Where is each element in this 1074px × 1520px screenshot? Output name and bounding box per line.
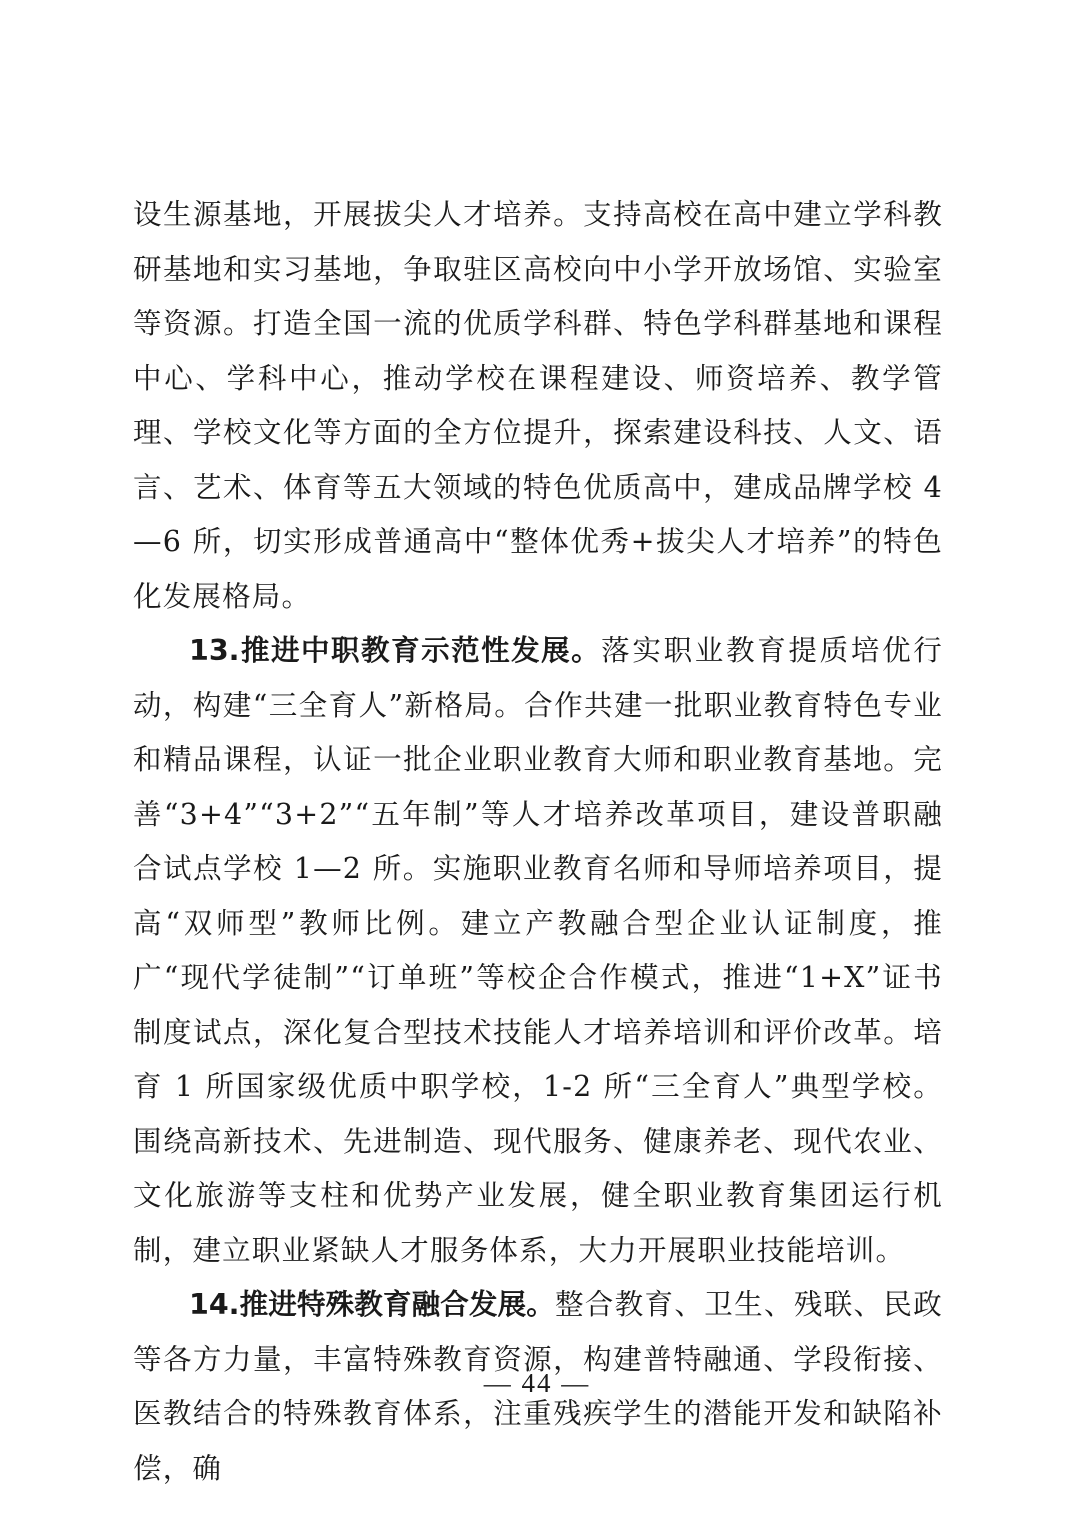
section-heading-14: 14.推进特殊教育融合发展。 — [189, 1288, 555, 1321]
section-heading-13: 13.推进中职教育示范性发展。 — [189, 634, 602, 667]
paragraph-section-13 — [133, 624, 943, 1278]
paragraph-text: 整合教育、卫生、残联、民政等各方力量，丰富特殊教育资源，构建普特融通、学段衔接、医教结合的特殊教育体系，注重残疾学生的潜能开发和缺陷补偿，确 — [133, 1288, 943, 1485]
page-number: — 44 — — [483, 1368, 591, 1398]
paragraph-continuation — [133, 188, 943, 624]
paragraph-text: 落实职业教育提质培优行动，构建“三全育人”新格局。合作共建一批职业教育特色专业和精品课程，认证一批企业职业教育大师和职业教育基地。完善“3+4”“3+2”“五年制”等人才培养改革项目，建设普职融合试点学校 1—2 所。实施职业教育名师和导师培养项目，提高“双师型”教师比例。建立产教融合型企业认证制度，推广“现代学徒制”“订单班”等校企合作模式，推进“1+X”证书制度试点，深化复合型技术技能人才培养培训和评价改革。培育 1 所国家级优质中职学校，1-2 所“三全育人”典型学校。围绕高新技术、先进制造、现代服务、健康养老、现代农业、文化旅游等支柱和优势产业发展，健全职业教育集团运行机制，建立职业紧缺人才服务体系，大力开展职业技能培训。 — [133, 634, 943, 1267]
document-body — [133, 188, 943, 1496]
paragraph-text: 设生源基地，开展拔尖人才培养。支持高校在高中建立学科教研基地和实习基地，争取驻区高校向中小学开放场馆、实验室等资源。打造全国一流的优质学科群、特色学科群基地和课程中心、学科中心，推动学校在课程建设、师资培养、教学管理、学校文化等方面的全方位提升，探索建设科技、人文、语言、艺术、体育等五大领域的特色优质高中，建成品牌学校 4—6 所，切实形成普通高中“整体优秀+拔尖人才培养”的特色化发展格局。 — [133, 198, 943, 613]
